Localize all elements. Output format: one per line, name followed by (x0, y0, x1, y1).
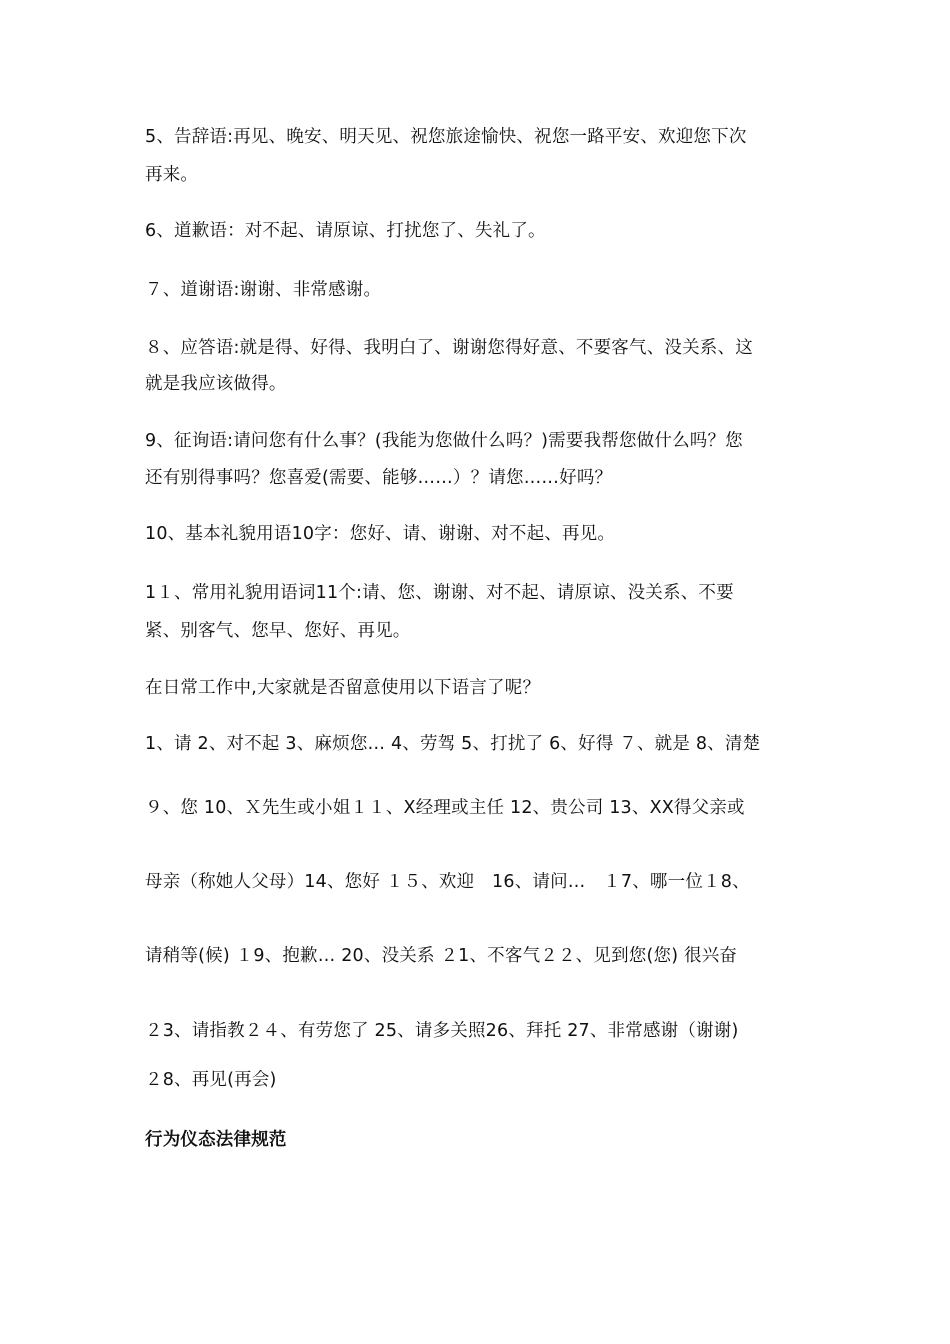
phrase-list-line-5: ２3、请指教２４、有劳您了 25、请多关照26、拜托 27、非常感谢（谢谢) (145, 1021, 739, 1041)
paragraph-farewell-line-2: 再来。 (145, 165, 199, 185)
paragraph-common-phrases-line-1: 1１、常用礼貌用语词11个:请、您、谢谢、对不起、请原谅、没关系、不要 (145, 583, 734, 603)
paragraph-intro-question: 在日常工作中,大家就是否留意使用以下语言了呢？ (145, 678, 541, 698)
paragraph-inquiry-line-2: 还有别得事吗？您喜爱(需要、能够……）？请您……好吗？ (145, 468, 613, 488)
phrase-list-line-2: ９、您 10、Ｘ先生或小姐１１、X经理或主任 12、贵公司 13、XX得父亲或 (145, 798, 745, 818)
phrase-list-line-3: 母亲（称她人父母）14、您好 １５、欢迎 16、请问… １7、哪一位１8、 (145, 872, 750, 892)
paragraph-basic-phrases: 10、基本礼貌用语10字：您好、请、谢谢、对不起、再见。 (145, 524, 616, 544)
phrase-list-line-1: 1、请 2、对不起 3、麻烦您… 4、劳驾 5、打扰了 6、好得 ７、就是 8、清楚 (145, 734, 761, 754)
paragraph-inquiry-line-1: 9、征询语:请问您有什么事？(我能为您做什么吗？)需要我帮您做什么吗？您 (145, 431, 743, 451)
paragraph-thanks: ７、道谢语:谢谢、非常感谢。 (145, 280, 382, 300)
phrase-list-line-4: 请稍等(候) １9、抱歉… 20、没关系 ２1、不客气２２、见到您(您) 很兴奋 (145, 946, 738, 966)
paragraph-common-phrases-line-2: 紧、别客气、您早、您好、再见。 (145, 621, 411, 641)
section-heading: 行为仪态法律规范 (145, 1130, 287, 1150)
paragraph-response-line-1: ８、应答语:就是得、好得、我明白了、谢谢您得好意、不要客气、没关系、这 (145, 338, 753, 358)
paragraph-farewell-line-1: 5、告辞语:再见、晚安、明天见、祝您旅途愉快、祝您一路平安、欢迎您下次 (145, 127, 747, 147)
phrase-list-line-6: ２8、再见(再会) (145, 1070, 277, 1090)
paragraph-response-line-2: 就是我应该做得。 (145, 374, 287, 394)
paragraph-apology: 6、道歉语：对不起、请原谅、打扰您了、失礼了。 (145, 221, 546, 241)
